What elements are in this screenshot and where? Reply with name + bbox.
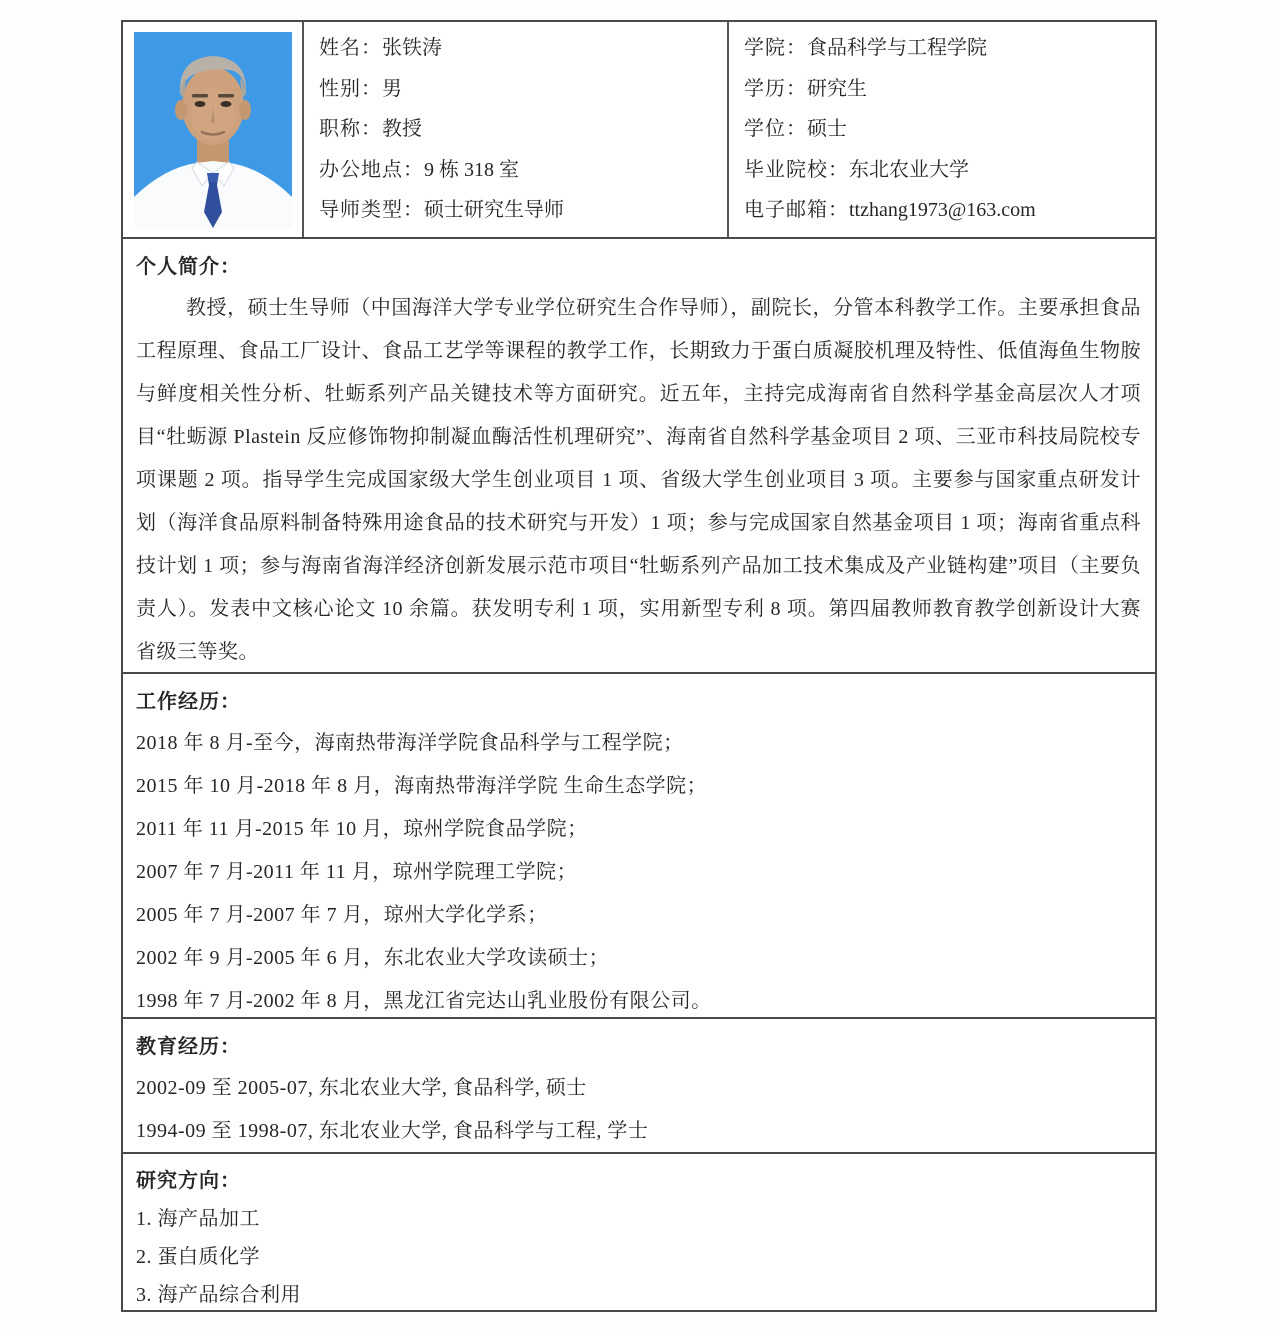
field-college-value: 食品科学与工程学院 <box>807 37 987 59</box>
basic-info-right <box>729 22 1155 237</box>
field-gender-label: 性别： <box>319 77 382 100</box>
field-college <box>744 34 1147 63</box>
field-alma-mater-value: 东北农业大学 <box>849 158 969 181</box>
personal-intro-paragraph: 教授，硕士生导师（中国海洋大学专业学位研究生合作导师），副院长，分管本科教学工作。主要承担食品工程原理、食品工厂设计、食品工艺学等课程的教学工作，长期致力于蛋白质凝胶机理及特性、低值海鱼生物胺与鲜度相关性分析、牡蛎系列产品关键技术等方面研究。近五年，主持完成海南省自然科学基金高层次人才项目“牡蛎源 Plastein 反应修饰物抑制凝血酶活性机理研究”、海南省自然科学基金项目 2 项、三亚市科技局院校专项课题 2 项。指导学生完成国家级大学生创业项目 1 项、省级大学生创业项目 3 项。主要参与国家重点研发计划（海洋食品原料制备特殊用途食品的技术研究与开发）1 项；参与完成国家自然基金项目 1 项；海南省重点科技计划 1 项；参与海南省海洋经济创新发展示范市项目“牡蛎系列产品加工技术集成及产业链构建”项目（主要负责人）。发表中文核心论文 10 余篇。获发明专利 1 项，实用新型专利 8 项。第四届教师教育教学创新设计大赛省级三等奖。 <box>136 297 1141 663</box>
field-degree-value: 硕士 <box>807 118 847 140</box>
field-name-label: 姓名： <box>319 37 382 59</box>
section-research-directions <box>123 1154 1155 1310</box>
field-advisor-type-value: 硕士研究生导师 <box>424 199 564 221</box>
field-gender <box>319 75 719 104</box>
field-alma-mater <box>744 156 1147 185</box>
field-office-label: 办公地点： <box>319 158 424 181</box>
education-history-item: 1994-09 至 1998-07, 东北农业大学, 食品科学与工程, 学士 <box>136 1120 649 1142</box>
field-degree <box>744 115 1147 144</box>
field-email-label: 电子邮箱： <box>744 199 849 221</box>
research-direction-item: 1. 海产品加工 <box>136 1208 260 1230</box>
faculty-profile-table <box>121 20 1157 1312</box>
field-advisor-type-label: 导师类型： <box>319 199 424 221</box>
work-history-item: 2007 年 7 月-2011 年 11 月，琼州学院理工学院； <box>136 861 578 883</box>
field-degree-label: 学位： <box>744 118 807 140</box>
section-work-history-title: 工作经历： <box>136 691 241 713</box>
research-direction-item: 2. 蛋白质化学 <box>136 1246 260 1268</box>
field-title <box>319 115 719 144</box>
education-history-item: 2002-09 至 2005-07, 东北农业大学, 食品科学, 硕士 <box>136 1077 587 1099</box>
field-education-value: 研究生 <box>807 77 867 100</box>
work-history-item: 2011 年 11 月-2015 年 10 月，琼州学院食品学院； <box>136 818 588 840</box>
section-personal-intro-title: 个人简介： <box>136 256 241 278</box>
faculty-portrait-photo <box>134 32 292 228</box>
field-college-label: 学院： <box>744 37 807 59</box>
section-personal-intro <box>123 239 1155 674</box>
field-name <box>319 34 719 63</box>
field-title-value: 教授 <box>382 118 422 140</box>
field-advisor-type <box>319 196 719 225</box>
field-title-label: 职称： <box>319 118 382 140</box>
work-history-item: 2015 年 10 月-2018 年 8 月，海南热带海洋学院 生命生态学院； <box>136 775 708 797</box>
section-education-history <box>123 1019 1155 1154</box>
section-research-directions-title: 研究方向： <box>136 1170 241 1192</box>
field-alma-mater-label: 毕业院校： <box>744 158 849 181</box>
field-name-value: 张铁涛 <box>382 37 442 59</box>
photo-cell <box>123 22 304 237</box>
field-office <box>319 156 719 185</box>
field-gender-value: 男 <box>382 77 402 100</box>
work-history-item: 1998 年 7 月-2002 年 8 月，黑龙江省完达山乳业股份有限公司。 <box>136 990 712 1012</box>
profile-header-row <box>123 22 1155 239</box>
field-education-label: 学历： <box>744 77 807 100</box>
research-direction-item: 3. 海产品综合利用 <box>136 1284 301 1306</box>
work-history-item: 2018 年 8 月-至今，海南热带海洋学院食品科学与工程学院； <box>136 732 684 754</box>
field-email <box>744 196 1147 225</box>
field-office-value: 9 栋 318 室 <box>424 158 519 181</box>
field-education <box>744 75 1147 104</box>
section-work-history <box>123 674 1155 1019</box>
work-history-item: 2002 年 9 月-2005 年 6 月，东北农业大学攻读硕士； <box>136 947 610 969</box>
section-education-history-title: 教育经历： <box>136 1036 241 1058</box>
basic-info-left <box>304 22 729 237</box>
field-email-value: ttzhang1973@163.com <box>849 199 1036 221</box>
work-history-item: 2005 年 7 月-2007 年 7 月，琼州大学化学系； <box>136 904 548 926</box>
